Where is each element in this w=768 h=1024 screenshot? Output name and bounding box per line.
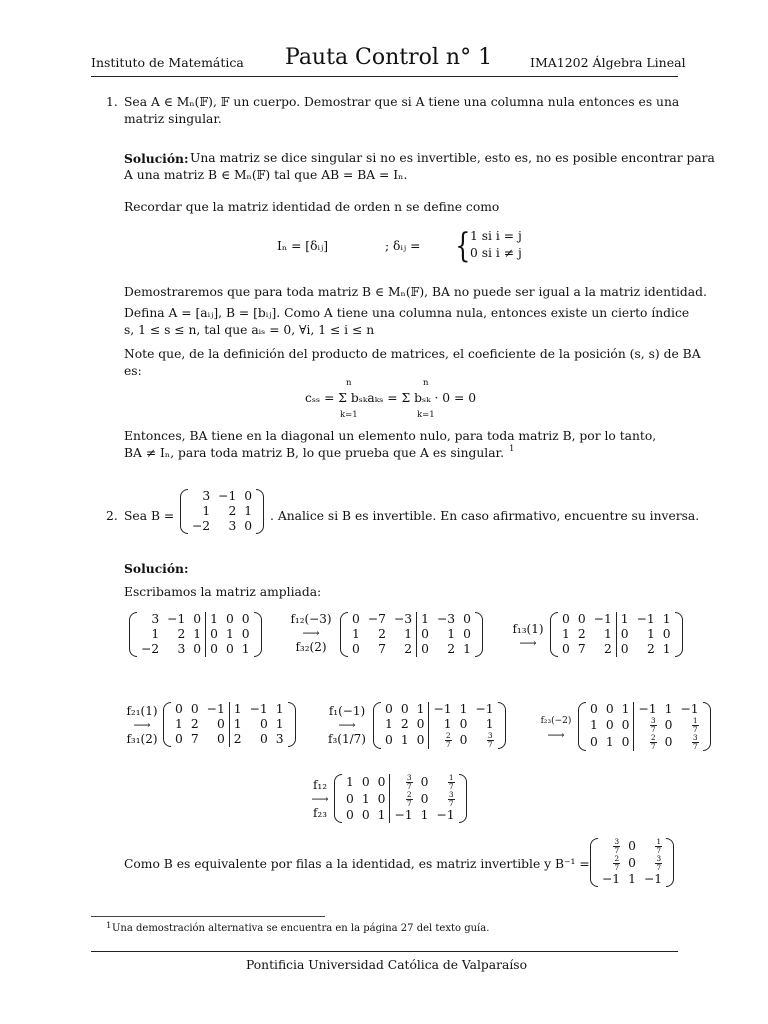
header-rule [91, 76, 678, 77]
matrix-cell: −1 [593, 612, 612, 626]
matrix-cell: 3 [275, 732, 284, 746]
matrix-B [180, 489, 264, 534]
matrix-cell: 1 [562, 627, 570, 641]
row-op-1-arrow: ⟶ [302, 626, 320, 640]
matrix-cell: −1 [429, 702, 456, 717]
p2-ampliada: Escribamos la matriz ampliada: [124, 585, 322, 599]
matrix-row [342, 808, 459, 823]
matrix-cell: 1 [229, 702, 245, 717]
matrix-cell: 1 [628, 872, 636, 886]
matrix-cell: 0 [616, 627, 632, 642]
matrix-cell [676, 734, 702, 751]
matrix-row [137, 627, 254, 642]
matrix-cell: 0 [259, 717, 268, 731]
matrix-body [171, 702, 288, 747]
matrix-cell: 1 [447, 627, 456, 641]
footnote-rule [91, 916, 325, 917]
matrix-cell: 0 [662, 627, 671, 641]
matrix-cell: 1 [646, 627, 655, 641]
matrix-cell: 1 [361, 792, 370, 806]
matrix-cell: 1 [485, 717, 494, 731]
matrix-cell: 1 [241, 642, 250, 656]
matrix-cell: −1 [390, 808, 417, 823]
matrix-row [381, 717, 498, 732]
matrix-cell: 1 [206, 612, 222, 627]
matrix-cell: −3 [436, 612, 456, 626]
sum-top-1: n [346, 378, 352, 388]
p1-def-line2: s, 1 ≤ s ≤ n, tal que aᵢₛ = 0, ∀i, 1 ≤ i ≤ n [124, 323, 375, 337]
matrix-cell: 7 [190, 732, 199, 746]
matrix-cell: 2 [177, 627, 186, 641]
matrix-row [598, 872, 666, 887]
p1-number: 1. [106, 95, 118, 109]
matrix-row [348, 627, 475, 642]
p1-statement-line1: Sea A ∈ Mₙ(𝔽), 𝔽 un cuerpo. Demostrar que si A tiene una columna nula entonces es una [124, 95, 680, 109]
left-paren [578, 702, 586, 751]
matrix-cell: −1 [475, 702, 494, 716]
augmented-matrix-4 [163, 702, 296, 747]
matrix-cell: 0 [577, 612, 586, 626]
right-paren [256, 489, 264, 534]
matrix-row [598, 855, 666, 872]
matrix-cell: −1 [249, 702, 268, 716]
matrix-cell: 1 [275, 717, 284, 731]
matrix-cell: 0 [385, 702, 393, 716]
row-op-1 [284, 612, 338, 654]
left-paren [590, 838, 598, 887]
matrix-cell [390, 791, 417, 808]
left-paren [129, 612, 137, 657]
matrix-cell: 0 [361, 808, 370, 822]
matrix-row [188, 519, 256, 534]
matrix-row [598, 838, 666, 855]
right-paren [666, 838, 674, 887]
matrix-B-inverse [590, 838, 674, 887]
p2-solution-label: Solución: [124, 561, 189, 576]
matrix-cell: 0 [259, 732, 268, 746]
p1-demo: Demostraremos que para toda matriz B ∈ Mₙ(𝔽), BA no puede ser igual a la matriz identidad. [124, 285, 707, 299]
matrix-body [381, 702, 498, 749]
matrix-row [342, 791, 459, 808]
fraction: $\frac{1}{7}$ [448, 773, 454, 791]
left-paren [163, 702, 171, 747]
matrix-row [348, 612, 475, 627]
matrix-row [342, 774, 459, 791]
fraction: $\frac{3}{7}$ [614, 837, 620, 855]
matrix-cell [432, 774, 458, 791]
matrix-cell: 1 [662, 642, 671, 656]
row-op-1-top: f₁₂(−3) [290, 612, 332, 626]
row-op-2-top: f₁₃(1) [512, 622, 544, 636]
matrix-cell: 0 [416, 733, 425, 747]
matrix-row [586, 734, 703, 751]
p1-note-line2: es: [124, 364, 142, 378]
matrix-cell: 1 [400, 733, 409, 747]
footer-rule [91, 951, 678, 952]
matrix-cell: 0 [463, 627, 471, 641]
matrix-body [598, 838, 666, 887]
p1-recall: Recordar que la matriz identidad de orden n se define como [124, 200, 500, 214]
matrix-cell [640, 838, 666, 855]
matrix-cell: 1 [352, 627, 360, 641]
matrix-row [586, 717, 703, 734]
row-op-6-arrow: ⟶ [311, 792, 329, 806]
matrix-cell [640, 855, 666, 872]
footnote-text: Una demostración alternativa se encuentra en la página 27 del texto guía. [112, 923, 490, 934]
matrix-cell: 1 [616, 612, 632, 627]
matrix-cell: 1 [244, 504, 253, 518]
fraction: $\frac{1}{7}$ [692, 716, 698, 734]
matrix-cell: 1 [151, 627, 160, 641]
left-paren [334, 774, 342, 823]
matrix-cell: 2 [229, 732, 245, 747]
matrix-cell [598, 838, 624, 855]
row-op-3 [122, 704, 162, 746]
row-op-4 [322, 704, 372, 746]
matrix-cell: 0 [628, 856, 636, 870]
row-op-4-arrow: ⟶ [338, 718, 356, 732]
matrix-cell: 3 [202, 489, 211, 503]
matrix-cell: 0 [206, 627, 222, 642]
row-op-4-bottom: f₃(1/7) [328, 732, 366, 746]
matrix-body [558, 612, 675, 657]
matrix-cell: −1 [167, 612, 186, 626]
matrix-cell: 0 [225, 642, 234, 656]
matrix-cell: 1 [175, 717, 183, 731]
row-op-3-arrow: ⟶ [133, 718, 151, 732]
matrix-cell: 0 [346, 792, 354, 806]
matrix-cell: 0 [605, 702, 614, 716]
matrix-cell: 0 [244, 489, 253, 503]
fraction: $\frac{1}{7}$ [656, 837, 662, 855]
p1-conclusion-line2: BA ≠ Iₙ, para toda matriz B, lo que prueba que A es singular. [124, 446, 504, 460]
matrix-row [137, 612, 254, 627]
matrix-cell: 1 [662, 612, 671, 626]
matrix-cell [634, 734, 661, 751]
matrix-cell: 1 [193, 627, 202, 641]
matrix-row [171, 717, 288, 732]
matrix-cell: 0 [590, 702, 598, 716]
matrix-cell: −2 [141, 642, 160, 656]
row-op-1-bottom: f₃₂(2) [295, 640, 327, 654]
p2-statement: . Analice si B es invertible. En caso afirmativo, encuentre su inversa. [270, 509, 700, 523]
p2-final-statement: Como B es equivalente por filas a la identidad, es matriz invertible y B⁻¹ = [124, 857, 590, 871]
matrix-cell: 0 [361, 775, 370, 789]
matrix-cell: 1 [621, 702, 630, 716]
matrix-cell: 1 [416, 702, 425, 716]
matrix-cell: 3 [177, 642, 186, 656]
matrix-cell: 0 [175, 732, 183, 746]
matrix-cell [634, 717, 661, 734]
p2-sea: Sea B = [124, 509, 175, 523]
matrix-cell: 0 [346, 808, 354, 822]
matrix-cell: 0 [244, 519, 253, 533]
row-op-3-top: f₂₁(1) [126, 704, 158, 718]
sum-top-2: n [423, 378, 429, 388]
matrix-body [586, 702, 703, 751]
matrix-cell: 1 [385, 717, 393, 731]
matrix-cell: 2 [400, 717, 409, 731]
matrix-cell: 0 [463, 612, 471, 626]
fraction: $\frac{2}{7}$ [406, 790, 412, 808]
row-op-6 [306, 778, 334, 820]
matrix-cell: −1 [206, 702, 225, 716]
p1-solution-line2: A una matriz B ∈ Mₙ(𝔽) tal que AB = BA = Iₙ. [124, 168, 408, 182]
fraction: $\frac{3}{7}$ [487, 731, 493, 749]
matrix-body [342, 774, 459, 823]
matrix-cell: 0 [459, 717, 468, 731]
matrix-cell: −3 [393, 612, 413, 626]
sum-bottom-2: k=1 [417, 410, 435, 420]
matrix-cell: 0 [377, 792, 386, 806]
matrix-cell: 0 [190, 702, 199, 716]
matrix-cell: 1 [346, 775, 354, 789]
matrix-cell: 2 [190, 717, 199, 731]
fraction: $\frac{3}{7}$ [650, 716, 656, 734]
p1-statement-line2: matriz singular. [124, 112, 222, 126]
matrix-cell: 0 [241, 627, 250, 641]
matrix-cell: 2 [646, 642, 655, 656]
matrix-cell: −1 [636, 612, 655, 626]
matrix-cell: 3 [151, 612, 160, 626]
matrix-cell: −1 [680, 702, 699, 716]
matrix-row [171, 702, 288, 717]
coefficient-sum: cₛₛ = Σ bₛₖaₖₛ = Σ bₛₖ · 0 = 0 [305, 391, 477, 405]
fraction: $\frac{2}{7}$ [650, 733, 656, 751]
matrix-cell: 1 [229, 717, 245, 732]
matrix-cell: 0 [225, 612, 234, 626]
left-paren [373, 702, 381, 749]
left-paren [180, 489, 188, 534]
matrix-row [381, 702, 498, 717]
row-op-5-arrow: ⟶ [547, 728, 565, 742]
matrix-cell: 2 [404, 642, 413, 656]
augmented-matrix-6 [578, 702, 711, 751]
matrix-cell: 1 [590, 718, 598, 732]
matrix-cell: 1 [603, 627, 612, 641]
matrix-cell: 0 [605, 718, 614, 732]
matrix-cell [429, 732, 456, 749]
matrix-cell: 0 [377, 775, 386, 789]
matrix-cell: −1 [602, 872, 621, 886]
p1-conclusion-line1: Entonces, BA tiene en la diagonal un elemento nulo, para toda matriz B, por lo tanto, [124, 429, 657, 443]
matrix-cell: 2 [603, 642, 612, 656]
fraction: $\frac{2}{7}$ [614, 854, 620, 872]
right-paren [475, 612, 483, 657]
augmented-matrix-5 [373, 702, 506, 749]
matrix-cell: 0 [193, 642, 202, 656]
matrix-body [188, 489, 256, 534]
p2-number: 2. [106, 509, 118, 523]
matrix-cell: −1 [634, 702, 661, 717]
matrix-cell: 0 [206, 642, 222, 657]
matrix-cell: 0 [216, 732, 225, 746]
matrix-row [188, 504, 256, 519]
row-op-3-bottom: f₃₁(2) [126, 732, 158, 746]
matrix-cell [432, 791, 458, 808]
p1-solution-label: Solución: [124, 151, 189, 166]
footnote-mark: 1 [106, 921, 112, 931]
matrix-row [137, 642, 254, 657]
right-paren [703, 702, 711, 751]
matrix-cell: 0 [216, 717, 225, 731]
matrix-cell: 0 [385, 733, 393, 747]
right-paren [675, 612, 683, 657]
footnote-marker: 1 [509, 444, 515, 454]
matrix-cell: 1 [275, 702, 284, 716]
case-2: 0 si i ≠ j [470, 246, 522, 260]
matrix-cell: 0 [175, 702, 183, 716]
matrix-row [171, 732, 288, 747]
left-paren [340, 612, 348, 657]
matrix-cell: 0 [417, 627, 433, 642]
row-op-4-top: f₁(−1) [328, 704, 366, 718]
matrix-cell: 0 [664, 735, 673, 749]
matrix-cell: 1 [463, 642, 471, 656]
matrix-cell: 7 [378, 642, 386, 656]
matrix-cell: 0 [562, 642, 570, 656]
matrix-cell: 0 [590, 735, 598, 749]
matrix-cell [471, 732, 497, 749]
matrix-cell: 2 [378, 627, 386, 641]
matrix-cell: 0 [352, 642, 360, 656]
matrix-cell: 1 [417, 612, 433, 627]
matrix-row [558, 627, 675, 642]
header-right: IMA1202 Álgebra Lineal [530, 55, 686, 70]
matrix-row [586, 702, 703, 717]
right-paren [254, 612, 262, 657]
matrix-cell: 3 [228, 519, 237, 533]
matrix-row [558, 642, 675, 657]
matrix-cell: 0 [621, 735, 630, 749]
matrix-cell [598, 855, 624, 872]
matrix-row [381, 732, 498, 749]
augmented-matrix-7 [334, 774, 467, 823]
matrix-row [558, 612, 675, 627]
matrix-cell: 1 [225, 627, 234, 641]
matrix-cell: 0 [416, 717, 425, 731]
matrix-body [348, 612, 475, 657]
matrix-cell: 1 [420, 808, 429, 822]
matrix-body [137, 612, 254, 657]
matrix-cell: 1 [377, 808, 386, 822]
header-left: Instituto de Matemática [91, 55, 244, 70]
matrix-cell: 0 [400, 702, 409, 716]
matrix-cell [676, 717, 702, 734]
matrix-cell: 0 [352, 612, 360, 626]
fraction: $\frac{3}{7}$ [448, 790, 454, 808]
row-op-2-arrow: ⟶ [519, 636, 537, 650]
matrix-cell: 2 [228, 504, 237, 518]
matrix-cell: 2 [447, 642, 456, 656]
matrix-cell: −1 [436, 808, 455, 822]
row-op-5 [536, 714, 576, 742]
matrix-cell: 1 [664, 702, 673, 716]
matrix-cell: −1 [643, 872, 663, 886]
p1-def-line1: Defina A = [aᵢⱼ], B = [bᵢⱼ]. Como A tiene una columna nula, entonces existe un cierto índice [124, 306, 690, 320]
matrix-cell: 2 [577, 627, 586, 641]
p1-note-line1: Note que, de la definición del producto de matrices, el coeficiente de la posición (s, s) de BA [124, 347, 701, 361]
right-paren [498, 702, 506, 749]
fraction: $\frac{3}{7}$ [406, 773, 412, 791]
matrix-cell: 0 [241, 612, 250, 626]
augmented-matrix-3 [550, 612, 683, 657]
matrix-cell: 0 [417, 642, 433, 657]
case-1: 1 si i = j [470, 229, 522, 243]
row-op-2 [508, 622, 548, 650]
matrix-cell: 0 [459, 733, 468, 747]
sum-bottom-1: k=1 [340, 410, 358, 420]
matrix-row [348, 642, 475, 657]
row-op-6-top: f₁₂ [312, 778, 328, 792]
matrix-cell: 0 [621, 718, 630, 732]
matrix-cell: 0 [628, 839, 636, 853]
left-paren [550, 612, 558, 657]
matrix-cell: 1 [429, 717, 456, 732]
matrix-cell: 1 [404, 627, 413, 641]
matrix-cell: 1 [202, 504, 211, 518]
augmented-matrix-2 [340, 612, 483, 657]
augmented-matrix-1 [129, 612, 262, 657]
page-title: Pauta Control n° 1 [285, 45, 493, 70]
matrix-cell: 1 [459, 702, 468, 716]
row-op-5-top: f₂₃(−2) [540, 716, 572, 726]
matrix-cell [390, 774, 417, 791]
matrix-cell: 0 [562, 612, 570, 626]
right-paren [288, 702, 296, 747]
fraction: $\frac{3}{7}$ [656, 854, 662, 872]
cases-brace: { [455, 226, 471, 266]
matrix-cell: −7 [367, 612, 386, 626]
matrix-cell: 0 [193, 612, 202, 626]
matrix-cell: 0 [420, 775, 429, 789]
matrix-cell: 1 [605, 735, 614, 749]
footer-text: Pontificia Universidad Católica de Valparaíso [246, 958, 527, 972]
matrix-cell: 0 [616, 642, 632, 657]
fraction: $\frac{2}{7}$ [445, 731, 451, 749]
matrix-cell: 0 [420, 792, 429, 806]
p1-solution-line1: Una matriz se dice singular si no es invertible, esto es, no es posible encontrar para [190, 151, 715, 165]
matrix-cell: 0 [664, 718, 673, 732]
row-op-6-bottom: f₂₃ [312, 806, 328, 820]
matrix-cell: 7 [577, 642, 586, 656]
matrix-cell: −1 [218, 489, 237, 503]
identity-def: Iₙ = [δᵢⱼ] [277, 239, 329, 253]
fraction: $\frac{3}{7}$ [692, 733, 698, 751]
delta-def: ; δᵢⱼ = [385, 239, 421, 253]
matrix-row [188, 489, 256, 504]
right-paren [459, 774, 467, 823]
matrix-cell: −2 [192, 519, 211, 533]
